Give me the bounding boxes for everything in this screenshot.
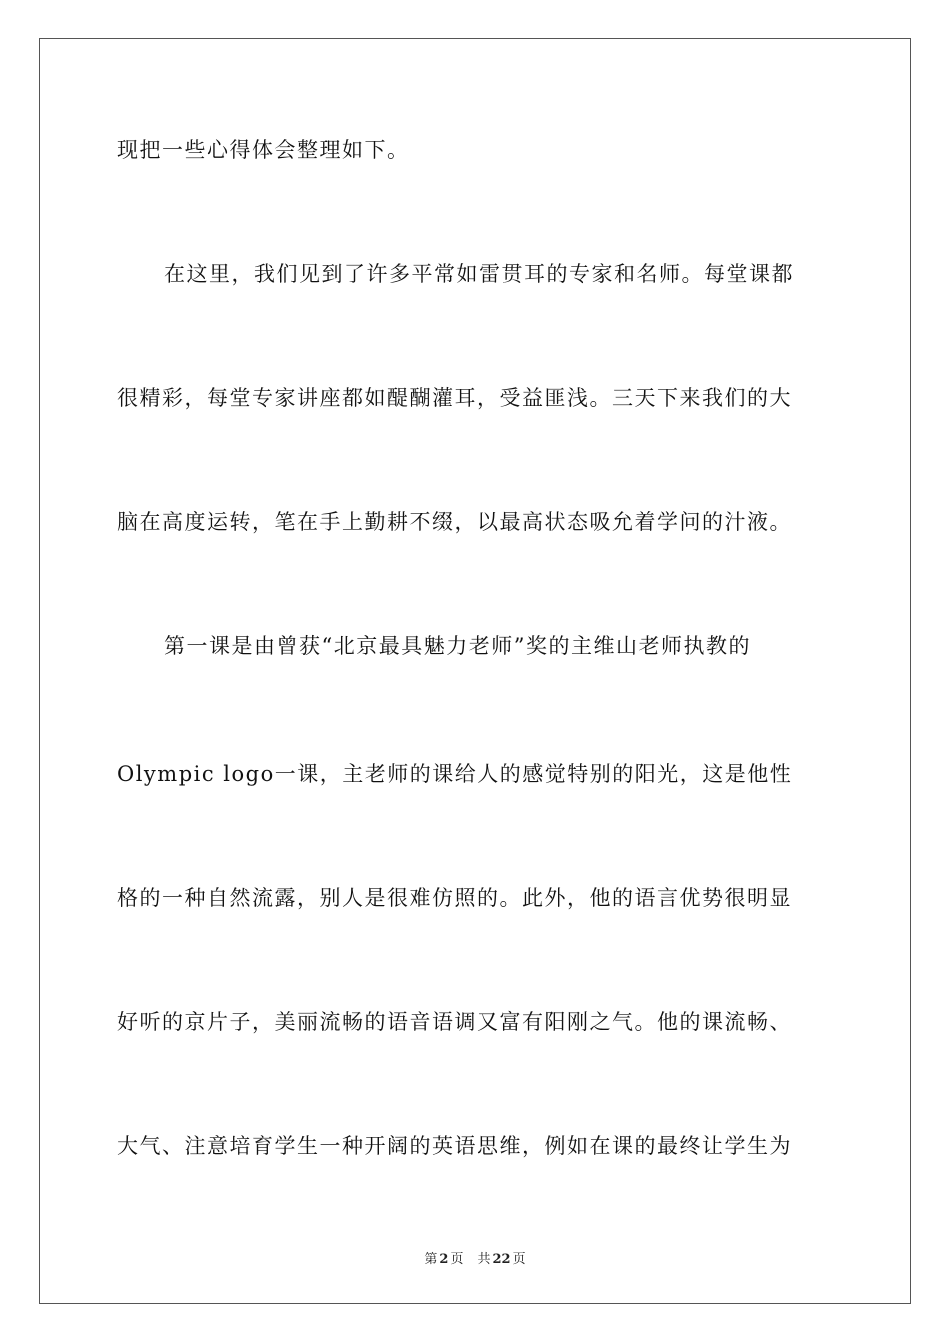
page-prefix: 第 [424,1252,438,1267]
page-number: 2 [439,1252,449,1267]
total-suffix: 页 [512,1252,526,1267]
text-line-5: 第一课是由曾获“北京最具魅力老师”奖的主维山老师执教的 [164,634,751,658]
total-pages: 22 [492,1252,511,1267]
page-border [39,38,911,1304]
text-line-3: 很精彩，每堂专家讲座都如醍醐灌耳，受益匪浅。三天下来我们的大 [117,386,792,410]
text-line-1: 现把一些心得体会整理如下。 [117,138,410,162]
text-line-6: Olympic logo一课，主老师的课给人的感觉特别的阳光，这是他性 [117,762,793,786]
total-prefix: 共 [477,1252,491,1267]
text-line-2: 在这里，我们见到了许多平常如雷贯耳的专家和名师。每堂课都 [164,262,794,286]
text-line-8: 好听的京片子，美丽流畅的语音语调又富有阳刚之气。他的课流畅、 [117,1010,792,1034]
text-line-4: 脑在高度运转，笔在手上勤耕不缀，以最高状态吸允着学问的汁液。 [117,510,792,534]
page-footer [0,1248,950,1267]
page-suffix: 页 [450,1252,464,1267]
text-line-7: 格的一种自然流露，别人是很难仿照的。此外，他的语言优势很明显 [117,886,792,910]
text-line-9: 大气、注意培育学生一种开阔的英语思维，例如在课的最终让学生为 [117,1134,792,1158]
